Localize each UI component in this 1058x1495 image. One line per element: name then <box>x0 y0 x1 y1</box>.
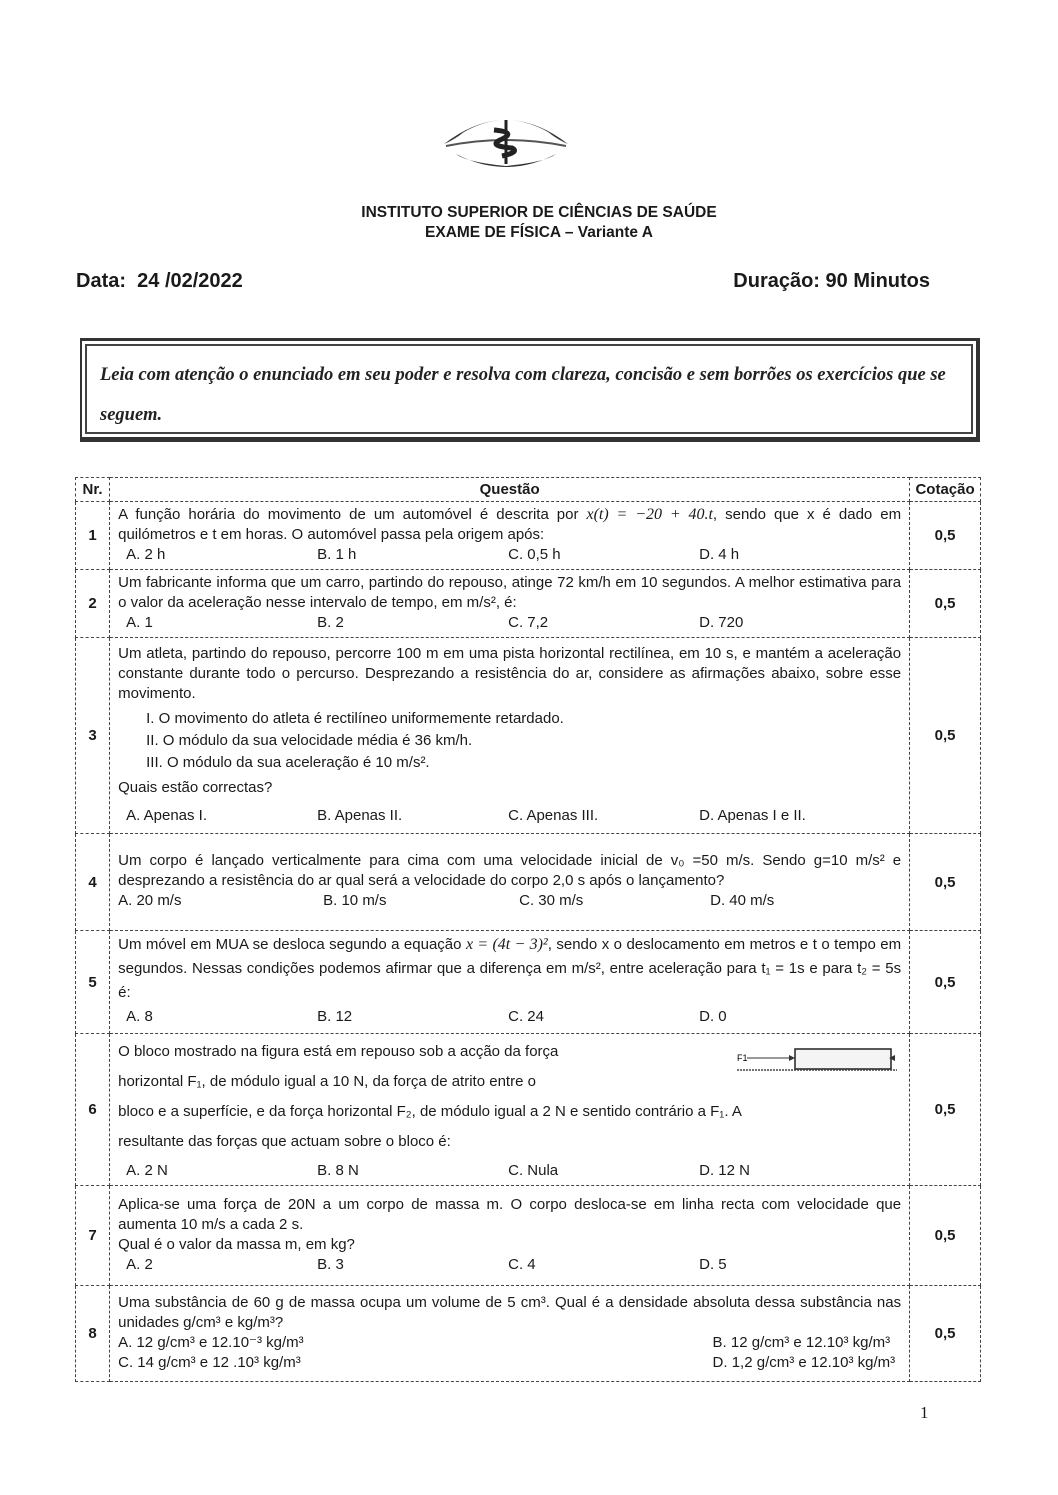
statement-line: bloco e a superfície, e da força horizontal F₂, de módulo igual a 2 N e sentido contrário a F₁. A <box>118 1102 742 1120</box>
equation: x = (4t − 3)² <box>465 936 548 953</box>
statement-item: II. O módulo da sua velocidade média é 36 km/h. <box>146 731 473 749</box>
option-d: D. 12 N <box>699 1161 750 1179</box>
option-b: B. Apenas II. <box>317 806 403 824</box>
exam-title: EXAME DE FÍSICA – Variante A <box>425 224 653 241</box>
block-forces-figure <box>737 1045 897 1085</box>
option-c: C. 14 g/cm³ e 12 .10³ kg/m³ <box>118 1353 301 1371</box>
institution-name: INSTITUTO SUPERIOR DE CIÊNCIAS DE SAÚDE <box>361 204 717 221</box>
question-prompt: Quais estão correctas? <box>118 778 273 796</box>
question-score: 0,5 <box>910 502 981 570</box>
question-number: 4 <box>76 834 110 931</box>
question-statement: Um atleta, partindo do repouso, percorre 100 m em uma pista horizontal rectilínea, em 10 s, e mantém a aceleração constante durante todo o percurso. Desprezando a resistência do ar, considere as afirmações abaixo, sobre esse movimento. <box>118 644 902 702</box>
option-b: B. 3 <box>317 1255 344 1273</box>
option-c: C. 4 <box>508 1255 536 1273</box>
date-value: 24 /02/2022 <box>137 270 243 292</box>
answer-options <box>118 1005 901 1029</box>
statement-line: O bloco mostrado na figura está em repouso sob a acção da força <box>118 1042 559 1060</box>
option-b: B. 12 g/cm³ e 12.10³ kg/m³ <box>712 1333 891 1351</box>
question-number: 1 <box>76 502 110 570</box>
statement-text: , sendo x o deslocamento em metros e t o tempo em segundos. Nessas condições podemos afirmar que a diferença em m/s², entre aceleração para t₁ = 1s e para t₂ = 5s é: <box>118 936 902 1001</box>
statement-text: Um móvel em MUA se desloca segundo a equação <box>118 936 466 953</box>
answer-options <box>118 1161 901 1181</box>
question-body <box>110 502 910 570</box>
option-a: A. 2 N <box>126 1161 168 1179</box>
answer-options <box>118 891 901 911</box>
option-a: A. 1 <box>126 613 153 631</box>
option-d: D. 4 h <box>699 545 740 563</box>
question-number: 2 <box>76 570 110 638</box>
question-body <box>110 931 910 1034</box>
question-prompt: Qual é o valor da massa m, em kg? <box>118 1235 355 1253</box>
table-row <box>76 570 981 638</box>
statement-list <box>118 708 901 774</box>
question-body <box>110 1186 910 1286</box>
question-body <box>110 1034 910 1186</box>
option-b: B. 12 <box>317 1008 353 1025</box>
date-label: Data: <box>76 270 127 292</box>
institution-header <box>0 203 1058 243</box>
statement-line: horizontal F₁, de módulo igual a 10 N, da força de atrito entre o <box>118 1072 536 1090</box>
option-a: A. 8 <box>126 1008 153 1025</box>
duration-value: 90 Minutos <box>825 270 930 292</box>
header-question: Questão <box>110 478 910 502</box>
question-statement: Aplica-se uma força de 20N a um corpo de massa m. O corpo desloca-se em linha recta com velocidade que aumenta 10 m/s a cada 2 s. <box>118 1195 902 1233</box>
question-number: 6 <box>76 1034 110 1186</box>
instructions-text: Leia com atenção o enunciado em seu poder e resolva com clareza, concisão e sem borrões os exercícios que se seguem. <box>100 365 946 425</box>
option-c: C. 24 <box>508 1008 544 1025</box>
option-d: D. 0 <box>699 1008 727 1025</box>
option-a: A. 2 h <box>126 545 166 563</box>
exam-duration <box>733 270 930 293</box>
question-statement <box>118 933 901 1005</box>
equation: x(t) = −20 + 40.t <box>586 505 713 523</box>
exam-meta <box>76 270 930 293</box>
option-d: D. Apenas I e II. <box>699 806 806 824</box>
option-c: C. Apenas III. <box>508 806 599 824</box>
answer-options <box>118 1333 901 1373</box>
question-body <box>110 1286 910 1382</box>
question-statement <box>118 1037 901 1157</box>
institute-emblem-icon <box>436 110 576 176</box>
question-statement: Uma substância de 60 g de massa ocupa um volume de 5 cm³. Qual é a densidade absoluta dessa substância nas unidades g/cm³ e kg/m³? <box>118 1293 902 1331</box>
option-c: C. Nula <box>508 1161 559 1179</box>
question-score: 0,5 <box>910 1186 981 1286</box>
question-number: 8 <box>76 1286 110 1382</box>
option-b: B. 2 <box>317 613 344 631</box>
option-a: A. 12 g/cm³ e 12.10⁻³ kg/m³ <box>118 1333 304 1351</box>
option-b: B. 1 h <box>317 545 357 563</box>
question-statement <box>118 505 901 545</box>
svg-text:F1: F1 <box>737 1052 748 1063</box>
option-c: C. 7,2 <box>508 613 549 631</box>
header-nr: Nr. <box>76 478 110 502</box>
option-d: D. 720 <box>699 613 744 631</box>
header-score: Cotação <box>910 478 981 502</box>
option-d: D. 1,2 g/cm³ e 12.10³ kg/m³ <box>712 1353 896 1371</box>
question-body <box>110 638 910 834</box>
table-row <box>76 931 981 1034</box>
option-d: D. 5 <box>699 1255 727 1273</box>
statement-item: I. O movimento do atleta é rectilíneo uniformemente retardado. <box>146 709 564 727</box>
table-row <box>76 638 981 834</box>
question-body <box>110 834 910 931</box>
option-a: A. Apenas I. <box>126 806 208 824</box>
question-number: 3 <box>76 638 110 834</box>
option-c: C. 30 m/s <box>519 892 584 909</box>
question-score: 0,5 <box>910 834 981 931</box>
answer-options <box>118 1255 901 1275</box>
exam-date <box>76 270 243 293</box>
table-row <box>76 1034 981 1186</box>
table-row <box>76 1286 981 1382</box>
option-b: B. 8 N <box>317 1161 359 1179</box>
answer-options <box>118 545 901 565</box>
duration-label: Duração: <box>733 270 820 292</box>
option-b: B. 10 m/s <box>323 892 387 909</box>
option-d: D. 40 m/s <box>710 892 775 909</box>
question-number: 5 <box>76 931 110 1034</box>
statement-line: resultante das forças que actuam sobre o bloco é: <box>118 1132 451 1150</box>
answer-options <box>118 806 901 826</box>
questions-table <box>75 477 981 1382</box>
question-statement: Um corpo é lançado verticalmente para cima com uma velocidade inicial de v₀ =50 m/s. Sendo g=10 m/s² e desprezando a resistência do ar qual será a velocidade do corpo 2,0 s após o lançamento? <box>118 852 902 889</box>
statement-item: III. O módulo da sua aceleração é 10 m/s². <box>146 753 430 771</box>
option-c: C. 0,5 h <box>508 545 561 563</box>
question-score: 0,5 <box>910 638 981 834</box>
table-row <box>76 502 981 570</box>
instructions-box <box>80 338 980 442</box>
question-statement: Um fabricante informa que um carro, partindo do repouso, atinge 72 km/h em 10 segundos. A melhor estimativa para o valor da aceleração nesse intervalo de tempo, em m/s², é: <box>118 573 902 611</box>
question-score: 0,5 <box>910 1034 981 1186</box>
table-row <box>76 1186 981 1286</box>
question-number: 7 <box>76 1186 110 1286</box>
question-score: 0,5 <box>910 931 981 1034</box>
page-number: 1 <box>920 1403 929 1422</box>
statement-text: A função horária do movimento de um automóvel é descrita por <box>118 505 587 523</box>
statement-text: , sendo que x é dado em quilómetros e t em horas. O automóvel passa pela origem após: <box>118 505 902 543</box>
question-body <box>110 570 910 638</box>
option-a: A. 20 m/s <box>118 892 182 909</box>
question-score: 0,5 <box>910 570 981 638</box>
answer-options <box>118 613 901 633</box>
option-a: A. 2 <box>126 1255 153 1273</box>
table-header-row <box>76 478 981 502</box>
question-score: 0,5 <box>910 1286 981 1382</box>
table-row <box>76 834 981 931</box>
